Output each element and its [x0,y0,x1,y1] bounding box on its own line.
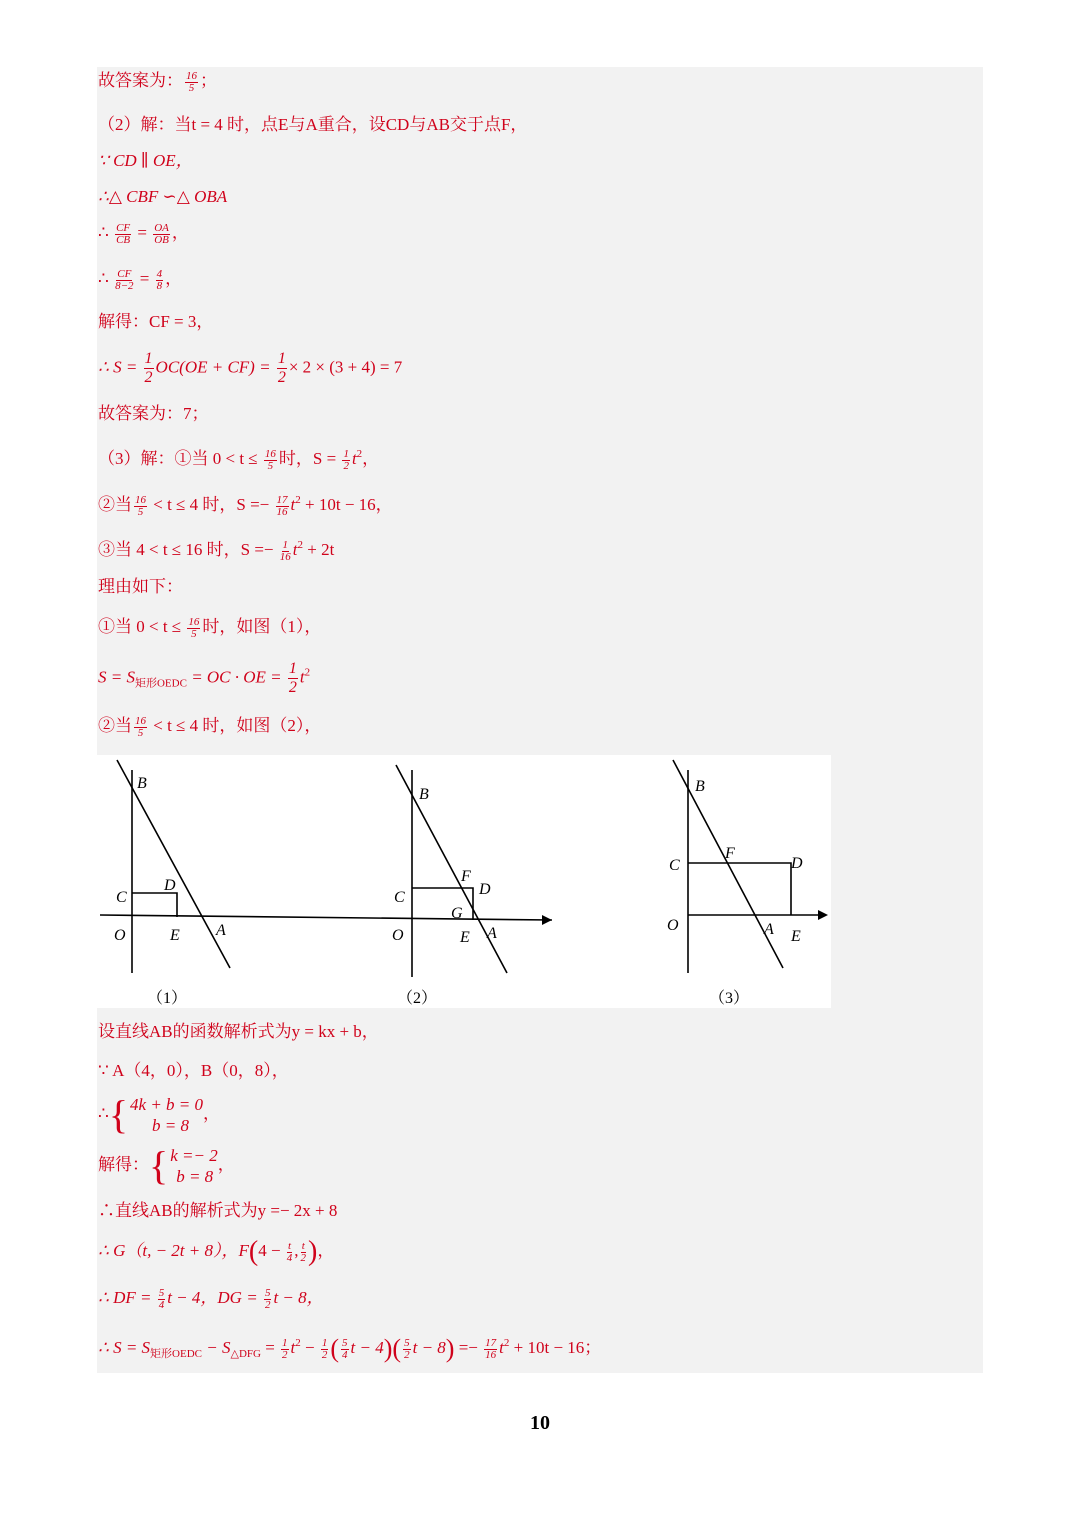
part2-intro: （2）解：当t = 4 时，点E与A重合，设CD与AB交于点F， [98,115,528,134]
fig3-label-b: B [695,778,705,795]
answer-line-1: 故答案为： $\frac{16}{5}$ ； [98,69,217,94]
fig3-x-axis-arrow [818,910,828,920]
x-axis-shared [100,915,552,920]
x-axis-arrow [542,915,552,925]
fig3-rectangle [688,863,791,915]
fig1-label-c: C [116,889,127,906]
case1-summary: （3）解：①当 0 < t ≤ $\frac{16}{5}$ 时，S = $\frac{1}{2}$ $t^2$， [98,447,380,472]
points-given: ∵ A（4，0），B（0，8）， [98,1061,289,1080]
case2-area: ∴ $S = S_{矩形OEDC} - S_{\triangle DFG}$ = $\frac{1}{2}$ $t^2$ − $\frac{1}{2}$ ( $\frac{5}{4}$ t − 4)( $\frac{5}{2}$ t − 8) =− $\frac{17}{16}$ $t^2 + 10t - 16$； [98,1334,602,1364]
fig1-label-d: D [164,877,176,894]
fig1-label-o: O [114,927,126,944]
fig2-label-c: C [394,889,405,906]
fig2-label-d: D [479,881,491,898]
points-g-f: ∴ G（t, − 2t + 8），F(4 − $\frac{t}{4}$ , $\frac{t}{2}$ )， [98,1236,335,1268]
system-solution: 解得：{ k =− 2 b = 8 ， [98,1143,235,1188]
case2-detail: ②当 $\frac{16}{5}$ < t ≤ 4 时，如图（2）， [98,714,322,739]
case3-summary: ③当 4 < t ≤ 16 时，S =− $\frac{1}{16}$ $t^2 + 2t$ [98,538,335,563]
fig2-label-e: E [460,929,470,946]
fig2-label-o: O [392,927,404,944]
parallel-statement: ∵ CD ∥ OE， [98,151,193,170]
area-computation: ∴ S = $\frac{1}{2}$ OC(OE + CF) = $\frac{1}{2}$ × 2 × (3 + 4) = 7 [98,350,403,386]
fig1-label-a: A [216,922,226,939]
fig2-label-g: G [451,905,463,922]
reason-heading: 理由如下： [98,577,183,596]
fig1-rectangle [132,893,177,917]
fig2-label-a: A [487,925,497,942]
solve-cf: 解得：CF = 3， [98,312,214,331]
case2-summary: ②当 $\frac{16}{5}$ < t ≤ 4 时，S =− $\frac{17}{16}$ $t^2 + 10t - 16$， [98,493,393,518]
line-ab-equation: ∴直线AB的解析式为y =− 2x + 8 [98,1201,338,1220]
fig3-label-f: F [725,845,735,862]
fig3-label-a: A [764,921,774,938]
fig2-label-b: B [419,786,429,803]
ratio-substitution: ∴ $\frac{CF}{8-2}$ = $\frac{4}{8}$ ， [98,267,183,292]
line-equation-setup: 设直线AB的函数解析式为y = kx + b， [98,1022,379,1041]
ratio-equation: ∴ $\frac{CF}{CB}$ = $\frac{OA}{OB}$ ， [98,221,189,246]
df-dg-lengths: ∴ DF = $\frac{5}{4}$ t − 4，DG = $\frac{5}{2}$ t − 8， [98,1286,324,1311]
fig3-caption: （3） [709,990,750,1007]
geometry-figures [97,755,831,1008]
fig3-label-e: E [791,928,801,945]
fig1-label-b: B [137,775,147,792]
answer-line-2: 故答案为：7； [98,404,209,423]
page-number: 10 [530,1412,550,1434]
fig3-label-o: O [667,917,679,934]
fig3-label-d: D [791,855,803,872]
fig2-caption: （2） [397,990,438,1007]
fig2-label-f: F [461,868,471,885]
case1-area: $S = S_{矩形OEDC}$ = OC · OE = $\frac{1}{2}$ $t^2$ [98,660,311,696]
fig1-label-e: E [170,927,180,944]
fig1-caption: （1） [147,990,188,1007]
fig3-label-c: C [669,857,680,874]
system-of-equations: ∴{ 4k + b = 0 b = 8 ， [98,1092,221,1137]
figures [97,755,831,1008]
case1-detail: ①当 0 < t ≤ $\frac{16}{5}$ 时，如图（1）， [98,615,322,640]
similar-triangles: ∴△ CBF ∽△ OBA [98,187,228,206]
